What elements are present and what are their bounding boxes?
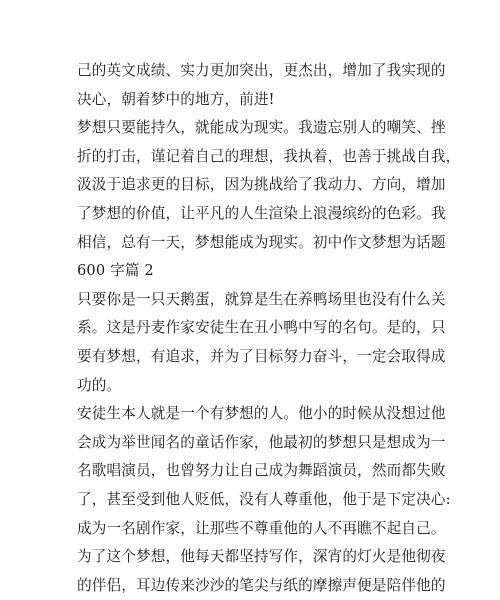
- text-line: 了，甚至受到他人贬低，没有人尊重他，他于是下定决心:: [77, 490, 451, 508]
- text-line: 系。这是丹麦作家安徒生在丑小鸭中写的名句。是的，只: [77, 319, 446, 337]
- text-line: 要有梦想，有追求，并为了目标努力奋斗，一定会取得成: [77, 347, 446, 365]
- text-line: 只要你是一只天鹅蛋，就算是生在养鸭场里也没有什么关: [77, 290, 446, 308]
- text-line: 决心，朝着梦中的地方，前进!: [77, 90, 275, 108]
- text-line: 成为一名剧作家，让那些不尊重他的人不再瞧不起自己。: [77, 519, 446, 537]
- text-line: 相信，总有一天，梦想能成为现实。初中作文梦想为话题: [77, 233, 446, 251]
- text-line: 汲汲于追求更的目标，因为挑战给了我动力、方向，增加: [77, 176, 446, 194]
- text-line: 为了这个梦想，他每天都坚持写作，深宵的灯火是他彻夜: [77, 548, 446, 566]
- text-line: 名歌唱演员，也曾努力让自己成为舞蹈演员，然而都失败: [77, 462, 446, 480]
- text-line: 己的英文成绩、实力更加突出，更杰出，增加了我实现的: [77, 62, 446, 79]
- text-line: 功的。: [77, 376, 122, 394]
- text-line: 安徒生本人就是一个有梦想的人。他小的时候从没想过他: [77, 405, 446, 423]
- text-line: 梦想只要能持久，就能成为现实。我遗忘别人的嘲笑、挫: [77, 119, 446, 137]
- essay-text: [0, 57, 500, 600]
- text-line: 了梦想的价值，让平凡的人生渲染上浪漫缤纷的色彩。我: [77, 204, 446, 222]
- text-line: 折的打击，谨记着自己的理想，我执着，也善于挑战自我，: [77, 147, 461, 165]
- text-line: 的伴侣，耳边传来沙沙的笔尖与纸的摩擦声便是陪伴他的: [77, 576, 446, 594]
- text-line: 会成为举世闻名的童话作家，他最初的梦想只是想成为一: [77, 433, 446, 451]
- section-heading: 600 字篇 2: [77, 262, 154, 280]
